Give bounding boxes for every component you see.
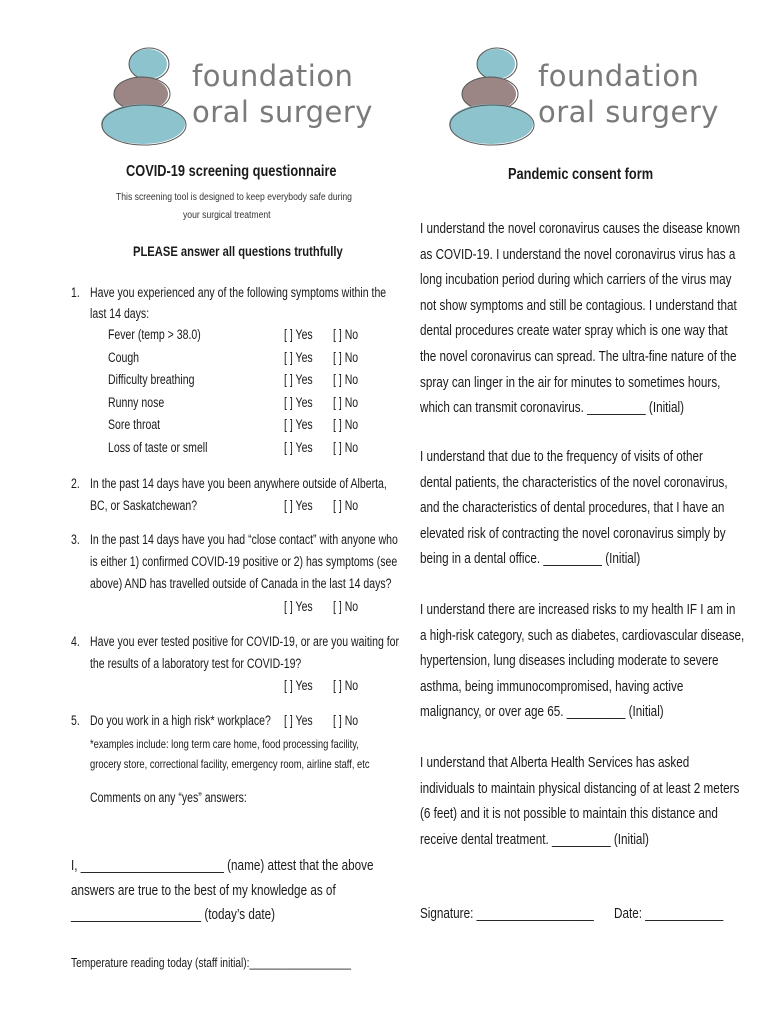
consent-paragraph-1 xyxy=(420,216,740,421)
no-checkbox[interactable]: [ ] No xyxy=(333,417,359,432)
paragraph-line: I understand that Alberta Health Services has asked xyxy=(420,754,690,771)
paragraph-line: I understand that due to the frequency of visits of other xyxy=(420,448,703,465)
q2-number: 2. xyxy=(71,476,80,491)
paragraph-line: spray can linger in the air for minutes to sometimes hours, xyxy=(420,373,721,391)
paragraph-line: I understand the novel coronavirus causes the disease known xyxy=(420,220,741,237)
q3-text: above) AND has travelled outside of Canada in the last 14 days? xyxy=(90,576,392,591)
q5-note: grocery store, correctional facility, emergency room, airline staff, etc xyxy=(90,757,370,771)
consent-title: Pandemic consent form xyxy=(508,166,654,183)
questionnaire-title: COVID-19 screening questionnaire xyxy=(126,163,337,180)
symptom-label: Sore throat xyxy=(108,417,161,432)
paragraph-line[interactable]: malignancy, or over age 65. _________ (Initial) xyxy=(420,703,664,721)
consent-paragraph-3 xyxy=(420,597,744,725)
yes-checkbox[interactable]: [ ] Yes xyxy=(284,678,313,693)
logo-line2: oral surgery xyxy=(538,95,719,129)
no-checkbox[interactable]: [ ] No xyxy=(333,327,359,342)
q3-number: 3. xyxy=(71,532,80,547)
q5-text: Do you work in a high risk* workplace? xyxy=(90,713,271,728)
yes-checkbox[interactable]: [ ] Yes xyxy=(284,417,313,432)
logo-line1: foundation xyxy=(538,59,700,93)
paragraph-line: the novel coronavirus can spread. The ultra-fine nature of the xyxy=(420,347,737,365)
yes-checkbox[interactable]: [ ] Yes xyxy=(284,440,313,455)
stones-logo-icon xyxy=(446,42,536,146)
date-field[interactable]: ____________________ (today’s date) xyxy=(71,906,276,923)
paragraph-line[interactable]: which can transmit coronavirus. _________ (Initial) xyxy=(420,399,685,417)
consent-paragraph-4 xyxy=(420,750,739,852)
q4-text: Have you ever tested positive for COVID-19, or are you waiting for xyxy=(90,634,400,649)
paragraph-line: (6 feet) and it is not possible to maintain this distance and xyxy=(420,805,718,823)
no-checkbox[interactable]: [ ] No xyxy=(333,678,359,693)
no-checkbox[interactable]: [ ] No xyxy=(333,395,359,410)
yes-checkbox[interactable]: [ ] Yes xyxy=(284,327,313,342)
stones-logo-icon xyxy=(98,42,188,146)
q3-text: In the past 14 days have you had “close contact” with anyone who xyxy=(90,532,398,547)
attestation-line: answers are true to the best of my knowledge as of xyxy=(71,882,336,899)
symptom-label: Runny nose xyxy=(108,395,165,410)
q4-number: 4. xyxy=(71,634,80,649)
subtitle-line2: your surgical treatment xyxy=(183,209,271,221)
paragraph-line: I understand there are increased risks to my health IF I am in xyxy=(420,601,736,618)
subtitle-line1: This screening tool is designed to keep everybody safe during xyxy=(116,191,352,203)
q1-number: 1. xyxy=(71,285,80,300)
signature-field[interactable]: Signature: __________________ xyxy=(420,905,594,922)
no-checkbox[interactable]: [ ] No xyxy=(333,498,359,513)
q1-text: last 14 days: xyxy=(90,306,150,321)
q5-note: *examples include: long term care home, food processing facility, xyxy=(90,737,359,751)
temperature-field[interactable]: Temperature reading today (staff initial):__________________ xyxy=(71,955,351,970)
symptom-label: Cough xyxy=(108,350,140,365)
paragraph-line: individuals to maintain physical distancing of at least 2 meters xyxy=(420,779,740,797)
comments-label: Comments on any “yes” answers: xyxy=(90,790,247,805)
paragraph-line: dental patients, the characteristics of the novel coronavirus, xyxy=(420,473,728,491)
logo-line2: oral surgery xyxy=(192,95,373,129)
paragraph-line: asthma, being immunocompromised, having active xyxy=(420,677,684,695)
paragraph-line: and the characteristics of dental procedures, that I have an xyxy=(420,499,725,517)
no-checkbox[interactable]: [ ] No xyxy=(333,372,359,387)
yes-checkbox[interactable]: [ ] Yes xyxy=(284,395,313,410)
no-checkbox[interactable]: [ ] No xyxy=(333,440,359,455)
attestation-line[interactable]: I, ______________________ (name) attest that the above xyxy=(71,857,374,874)
symptom-label: Loss of taste or smell xyxy=(108,440,208,455)
paragraph-line[interactable]: being in a dental office. _________ (Initial) xyxy=(420,550,641,568)
paragraph-line: a high-risk category, such as diabetes, cardiovascular disease, xyxy=(420,626,745,644)
q4-text: the results of a laboratory test for COVID-19? xyxy=(90,656,302,671)
q5-number: 5. xyxy=(71,713,80,728)
q1-text: Have you experienced any of the following symptoms within the xyxy=(90,285,387,300)
date-field[interactable]: Date: ____________ xyxy=(614,905,724,922)
symptom-label: Difficulty breathing xyxy=(108,372,195,387)
paragraph-line[interactable]: receive dental treatment. _________ (Initial) xyxy=(420,830,649,848)
no-checkbox[interactable]: [ ] No xyxy=(333,713,359,728)
yes-checkbox[interactable]: [ ] Yes xyxy=(284,599,313,614)
symptom-label: Fever (temp > 38.0) xyxy=(108,327,201,342)
paragraph-line: not show symptoms and still be contagious. I understand that xyxy=(420,296,737,314)
logo-line1: foundation xyxy=(192,59,354,93)
no-checkbox[interactable]: [ ] No xyxy=(333,350,359,365)
consent-paragraph-2 xyxy=(420,444,728,572)
q3-text: is either 1) confirmed COVID-19 positive or 2) has symptoms (see xyxy=(90,554,398,569)
paragraph-line: dental procedures create water spray which is one way that xyxy=(420,322,728,340)
paragraph-line: as COVID-19. I understand the novel coronavirus virus has a xyxy=(420,245,736,263)
q2-text: In the past 14 days have you been anywhere outside of Alberta, xyxy=(90,476,387,491)
paragraph-line: long incubation period during which carriers of the virus may xyxy=(420,271,732,289)
yes-checkbox[interactable]: [ ] Yes xyxy=(284,498,313,513)
yes-checkbox[interactable]: [ ] Yes xyxy=(284,713,313,728)
paragraph-line: hypertension, lung diseases including moderate to severe xyxy=(420,652,719,670)
yes-checkbox[interactable]: [ ] Yes xyxy=(284,350,313,365)
instruction: PLEASE answer all questions truthfully xyxy=(133,243,343,259)
paragraph-line: elevated risk of contracting the novel coronavirus simply by xyxy=(420,524,726,542)
q2-text: BC, or Saskatchewan? xyxy=(90,498,198,513)
yes-checkbox[interactable]: [ ] Yes xyxy=(284,372,313,387)
no-checkbox[interactable]: [ ] No xyxy=(333,599,359,614)
